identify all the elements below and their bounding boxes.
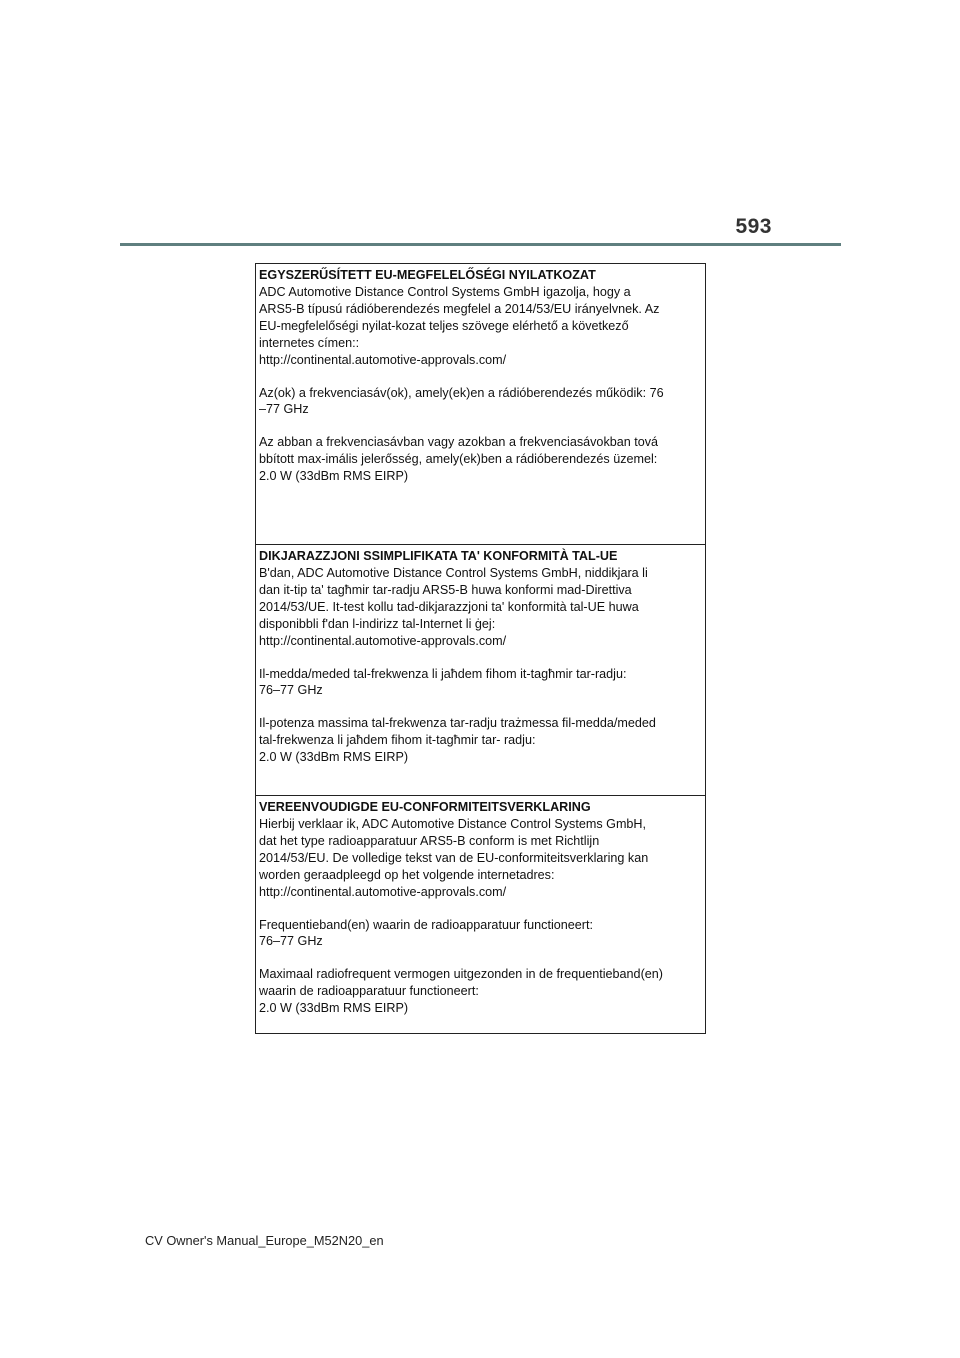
section-title: VEREENVOUDIGDE EU-CONFORMITEITSVERKLARING (259, 800, 591, 814)
text-line: Az(ok) a frekvenciasáv(ok), amely(ek)en a rádióberendezés működik: 76 (259, 385, 664, 400)
text-line: disponibbli f'dan l-indirizz tal-Internet li ġej: (259, 616, 496, 631)
text-line: 2014/53/EU. De volledige tekst van de EU-conformiteitsverklaring kan (259, 850, 649, 865)
text-line: 2.0 W (33dBm RMS EIRP) (259, 1001, 409, 1016)
text-line: B'dan, ADC Automotive Distance Control Systems GmbH, niddikjara li (259, 566, 648, 580)
text-line: 2.0 W (33dBm RMS EIRP) (259, 750, 409, 765)
footer-manual-name: CV Owner's Manual_Europe_M52N20_en (145, 1233, 384, 1248)
declaration-section-dutch (256, 796, 705, 1033)
text-line: Az abban a frekvenciasávban vagy azokban a frekvenciasávokban tová (259, 435, 659, 450)
text-line: 2014/53/UE. It-test kollu tad-dikjarazzjoni ta' konformità tal-UE huwa (259, 599, 639, 614)
url-line: http://continental.automotive-approvals.com/ (259, 352, 507, 367)
declaration-section-maltese (256, 545, 705, 796)
text-line: 76–77 GHz (259, 934, 323, 949)
url-line: http://continental.automotive-approvals.com/ (259, 633, 507, 648)
text-line: dan it-tip ta' tagħmir tar-radju ARS5-B huwa konformi mad-Direttiva (259, 582, 632, 597)
text-line: Il-medda/meded tal-frekwenza li jaħdem fihom it-tagħmir tar-radju: (259, 666, 627, 681)
text-line: internetes címen:: (259, 335, 360, 350)
url-line: http://continental.automotive-approvals.com/ (259, 884, 507, 899)
text-line: worden geraadpleegd op het volgende internetadres: (259, 867, 555, 882)
text-line: Il-potenza massima tal-frekwenza tar-radju trażmessa fil-medda/meded (259, 716, 656, 731)
text-line: Frequentieband(en) waarin de radioapparatuur functioneert: (259, 917, 593, 932)
section-paragraph (259, 565, 703, 650)
section-paragraph (259, 816, 703, 901)
text-line: EU-megfelelőségi nyilat-kozat teljes szövege elérhető a következő (259, 318, 629, 333)
text-line: waarin de radioapparatuur functioneert: (259, 984, 479, 999)
section-paragraph (259, 966, 703, 1017)
text-line: ARS5-B típusú rádióberendezés megfelel a 2014/53/EU irányelvnek. Az (259, 301, 660, 316)
section-title: DIKJARAZZJONI SSIMPLIFIKATA TA' KONFORMITÀ TAL-UE (259, 549, 618, 563)
text-line: Hierbij verklaar ik, ADC Automotive Distance Control Systems GmbH, (259, 817, 647, 831)
section-paragraph (259, 284, 703, 369)
section-paragraph (259, 666, 703, 700)
text-line: Maximaal radiofrequent vermogen uitgezonden in de frequentieband(en) (259, 967, 663, 982)
declaration-table (255, 263, 706, 1034)
section-paragraph (259, 434, 703, 485)
text-line: dat het type radioapparatuur ARS5-B conform is met Richtlijn (259, 833, 600, 848)
declaration-section-hungarian (256, 264, 705, 545)
section-title: EGYSZERŰSÍTETT EU-MEGFELELŐSÉGI NYILATKOZAT (259, 268, 596, 282)
text-line: –77 GHz (259, 402, 309, 417)
text-line: 76–77 GHz (259, 683, 323, 698)
page-number: 593 (735, 215, 772, 238)
text-line: tal-frekwenza li jaħdem fihom it-tagħmir tar- radju: (259, 733, 536, 748)
text-line: bbított max-imális jelerősség, amely(ek)ben a rádióberendezés üzemel: (259, 452, 658, 467)
section-paragraph (259, 385, 703, 419)
header-rule (120, 243, 841, 246)
text-line: ADC Automotive Distance Control Systems GmbH igazolja, hogy a (259, 285, 631, 299)
text-line: 2.0 W (33dBm RMS EIRP) (259, 469, 409, 484)
section-paragraph (259, 715, 703, 766)
section-paragraph (259, 917, 703, 951)
